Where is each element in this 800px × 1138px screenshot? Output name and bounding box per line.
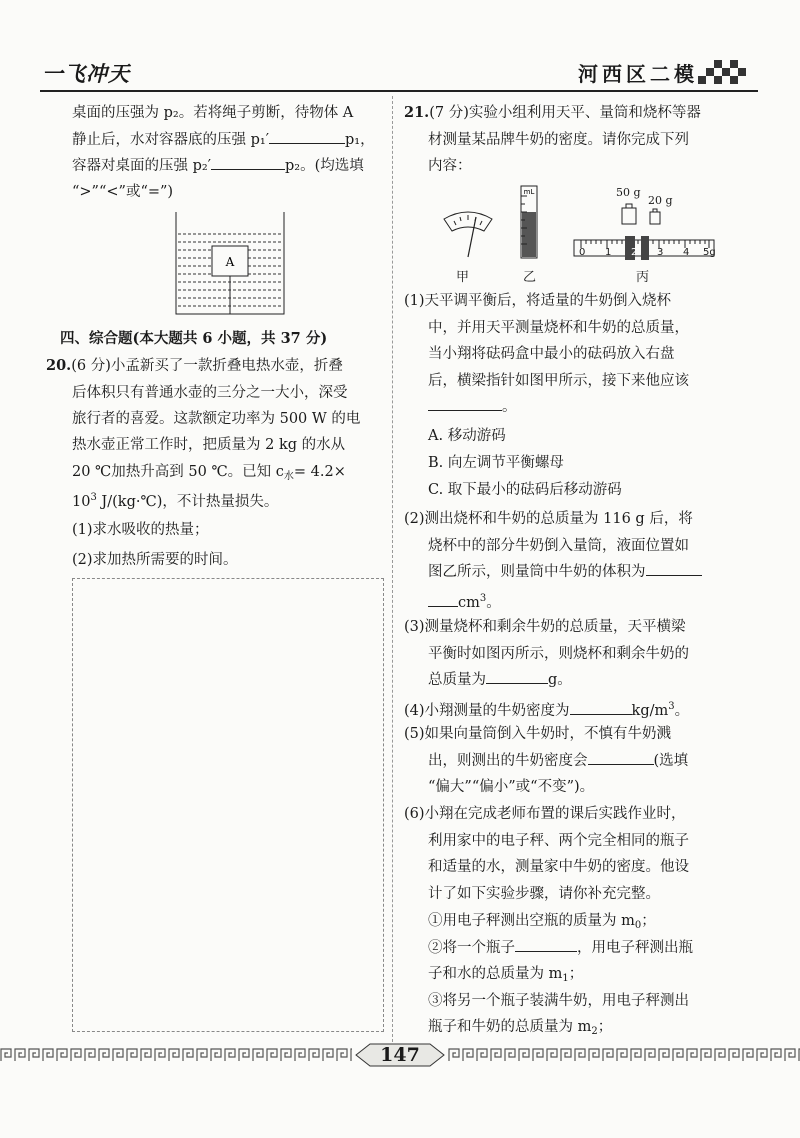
cylinder-unit: mL: [523, 188, 535, 196]
option-b: B. 向左调节平衡螺母: [428, 455, 564, 471]
p4-exponent: 3: [668, 701, 675, 712]
p1-line-5-tail: 。: [502, 399, 517, 415]
q21-line-2: 材测量某品牌牛奶的密度。请你完成下列: [428, 132, 689, 148]
p4-tail: 。: [674, 703, 690, 719]
scale-label: 3: [657, 247, 664, 258]
q20-line-2: 后体积只有普通水壶的三分之一大小，深受: [72, 385, 348, 401]
column-divider: [392, 96, 393, 1042]
cont-line-3-text: 容器对桌面的压强 p₂′: [72, 158, 211, 174]
step-2: [428, 935, 693, 961]
p2-line-4-tail: 。: [486, 595, 501, 611]
option-c: C. 取下最小的砝码后移动游码: [428, 482, 622, 498]
step-3-subscript: 2: [591, 1026, 598, 1037]
cont-line-1: 桌面的压强为 p₂。若将绳子剪断，待物体 A: [72, 105, 354, 121]
answer-blank[interactable]: [570, 700, 632, 715]
q20-number: 20.: [46, 357, 72, 374]
scale-label: 4: [683, 247, 690, 258]
p6-line-4: 计了如下实验步骤，请你补充完整。: [428, 886, 660, 902]
q20-line-3: 旅行者的喜爱。这款额定功率为 500 W 的电: [72, 411, 361, 427]
scale-label: 2: [631, 247, 638, 258]
step-2-tail: ，用电子秤测出瓶: [577, 940, 693, 956]
step-2-text: ②将一个瓶子: [428, 940, 515, 956]
p6-line-1: (6)小翔在完成老师布置的课后实践作业时，: [404, 806, 686, 822]
p3-line-1: (3)测量烧杯和剩余牛奶的总质量，天平横梁: [404, 619, 686, 635]
q20-line-1: [46, 353, 343, 379]
header-rule: [40, 90, 758, 92]
p5-line-2: [428, 748, 688, 774]
figure-jia-pointer: [440, 205, 496, 261]
figure-bing-rider-scale: [573, 234, 715, 262]
weights-figure: [618, 200, 668, 228]
answer-blank[interactable]: [269, 129, 345, 144]
p2-exponent: 3: [479, 593, 487, 604]
step-3-cont-tail: ；: [597, 1019, 613, 1035]
step-2-cont-text: 子和水的总质量为 m: [428, 966, 563, 982]
p1-line-4: 后，横梁指针如图甲所示，接下来他应该: [428, 373, 689, 389]
p2-line-4-text: cm: [458, 595, 480, 611]
weight-20g-label: 20 g: [648, 194, 673, 207]
container-figure: [172, 206, 290, 320]
q20-part-2: (2)求加热所需要的时间。: [72, 552, 238, 568]
brand-logo: 一飞冲天: [42, 61, 130, 86]
checker-decoration: [692, 56, 752, 90]
q20-line-6-text: 10: [72, 494, 91, 510]
answer-blank[interactable]: [646, 561, 702, 576]
answer-blank[interactable]: [211, 155, 285, 170]
step-1-text: ①用电子秤测出空瓶的质量为 m: [428, 913, 635, 929]
p2-line-1: (2)测出烧杯和牛奶的总质量为 116 g 后，将: [404, 511, 693, 527]
weight-50g-label: 50 g: [616, 186, 641, 199]
cont-line-3: [72, 153, 364, 179]
p1-line-5: [428, 394, 517, 420]
scale-label: 0: [579, 247, 586, 258]
cont-line-2-tail: p₁，: [345, 132, 375, 148]
q20-line-6-tail: J/(kg·℃)，不计热量损失。: [96, 494, 279, 510]
q21-number: 21.: [404, 104, 430, 121]
p4-text: (4)小翔测量的牛奶密度为: [404, 703, 570, 719]
q20-line-1-text: (6 分)小孟新买了一款折叠电热水壶，折叠: [71, 358, 343, 374]
q21-line-1-text: (7 分)实验小组利用天平、量筒和烧杯等器: [429, 105, 701, 121]
step-3: ③将另一个瓶子装满牛奶，用电子秤测出: [428, 993, 689, 1009]
q20-exponent: 3: [90, 492, 97, 503]
q20-line-6: [72, 485, 278, 515]
step-3-cont-text: 瓶子和牛奶的总质量为 m: [428, 1019, 592, 1035]
exam-title: 河西区二模: [578, 62, 698, 86]
cont-line-4: “>”“<”或“=”): [72, 184, 174, 200]
option-a: A. 移动游码: [428, 428, 506, 444]
p4-line: [404, 694, 689, 724]
step-2-subscript: 1: [562, 973, 569, 984]
answer-box[interactable]: [72, 578, 384, 1032]
p2-line-3: [428, 559, 702, 585]
block-a-label: A: [225, 255, 235, 269]
answer-blank[interactable]: [428, 592, 458, 607]
q20-line-5-text: 20 ℃加热升高到 50 ℃。已知 c: [72, 464, 284, 480]
cont-line-3-tail: p₂。(均选填: [285, 158, 364, 174]
q21-line-3: 内容：: [428, 158, 472, 174]
answer-blank[interactable]: [515, 937, 577, 952]
p3-line-2: 平衡时如图丙所示，则烧杯和剩余牛奶的: [428, 646, 689, 662]
p5-line-3: “偏大”“偏小”或“不变”)。: [428, 779, 595, 795]
p3-line-3: [428, 667, 572, 693]
q20-line-5-tail: = 4.2×: [293, 464, 346, 480]
p2-line-2: 烧杯中的部分牛奶倒入量筒，液面位置如: [428, 538, 689, 554]
step-1-tail: ；: [641, 913, 656, 929]
p1-line-2: 中，并用天平测量烧杯和牛奶的总质量，: [428, 320, 689, 336]
scale-label: 1: [605, 247, 612, 258]
cont-line-2-text: 静止后，水对容器底的压强 p₁′: [72, 132, 269, 148]
p3-line-3-text: 总质量为: [428, 672, 486, 688]
scale-label: 5g: [703, 247, 716, 258]
step-2-cont-tail: ；: [568, 966, 584, 982]
step-3-cont: [428, 1014, 612, 1045]
figure-bing-label: 丙: [636, 270, 650, 285]
answer-blank[interactable]: [428, 396, 502, 411]
p1-line-3: 当小翔将砝码盒中最小的砝码放入右盘: [428, 346, 675, 362]
section-title: 四、综合题(本大题共 6 小题，共 37 分): [60, 330, 328, 347]
p5-line-2-text: 出，则测出的牛奶密度会: [428, 753, 588, 769]
p2-line-4: [428, 586, 501, 616]
p4-unit: kg/m: [631, 703, 669, 719]
p6-line-2: 利用家中的电子秤、两个完全相同的瓶子: [428, 833, 689, 849]
p1-line-1: (1)天平调平衡后，将适量的牛奶倒入烧杯: [404, 293, 672, 309]
figure-yi-cylinder: [514, 182, 544, 262]
page-number: 147: [380, 1044, 420, 1066]
figure-yi-label: 乙: [523, 270, 537, 285]
q20-part-1: (1)求水吸收的热量；: [72, 522, 209, 538]
q20-water-subscript: 水: [283, 471, 294, 482]
figure-jia-label: 甲: [456, 270, 470, 285]
p6-line-3: 和适量的水，测量家中牛奶的密度。他设: [428, 859, 689, 875]
p5-line-2-tail: (选填: [653, 753, 689, 769]
q21-line-1: [404, 100, 701, 126]
answer-blank[interactable]: [486, 669, 548, 684]
p5-line-1: (5)如果向量筒倒入牛奶时，不慎有牛奶溅: [404, 726, 672, 742]
cont-line-2: [72, 127, 375, 153]
p3-line-3-tail: g。: [548, 672, 572, 688]
answer-blank[interactable]: [588, 750, 654, 765]
q20-line-4: 热水壶正常工作时，把质量为 2 kg 的水从: [72, 437, 346, 453]
p2-line-3-text: 图乙所示，则量筒中牛奶的体积为: [428, 564, 646, 580]
step-1-subscript: 0: [634, 920, 642, 931]
